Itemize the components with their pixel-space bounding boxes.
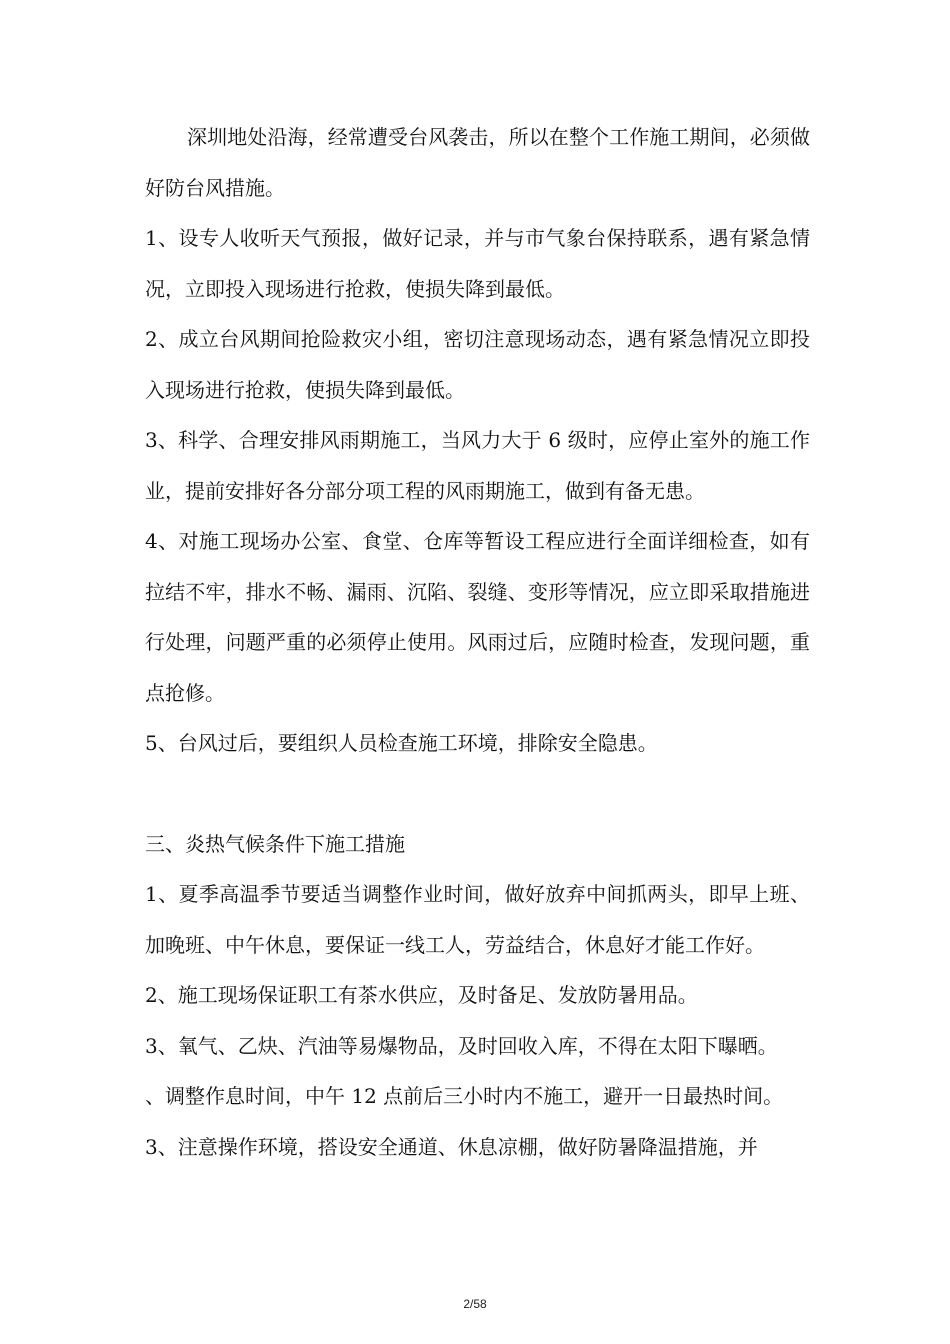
intro-paragraph: 深圳地处沿海，经常遭受台风袭击，所以在整个工作施工期间，必须做好防台风措施。 xyxy=(145,125,810,200)
heat-measure-2: 2、施工现场保证职工有茶水供应，及时备足、发放防暑用品。 xyxy=(145,983,698,1007)
section-heading: 三、炎热气候条件下施工措施 xyxy=(145,831,405,856)
heat-measure-1: 1、夏季高温季节要适当调整作业时间，做好放弃中间抓两头，即早上班、加晚班、中午休息，要保证一线工人，劳益结合，休息好才能工作好。 xyxy=(145,882,810,957)
typhoon-measure-3: 3、科学、合理安排风雨期施工，当风力大于 6 级时，应停止室外的施工作业，提前安排好各分部分项工程的风雨期施工，做到有备无患。 xyxy=(145,428,810,503)
typhoon-measure-2: 2、成立台风期间抢险救灾小组，密切注意现场动态，遇有紧急情况立即投入现场进行抢救，使损失降到最低。 xyxy=(145,327,810,402)
page-number: 2/58 xyxy=(463,1297,487,1311)
typhoon-measure-1: 1、设专人收听天气预报，做好记录，并与市气象台保持联系，遇有紧急情况，立即投入现场进行抢救，使损失降到最低。 xyxy=(145,226,810,301)
heat-measure-5: 3、注意操作环境，搭设安全通道、休息凉棚，做好防暑降温措施，并 xyxy=(145,1134,758,1159)
heat-measure-4: 、调整作息时间，中午 12 点前后三小时内不施工，避开一日最热时间。 xyxy=(145,1084,784,1108)
heat-measure-3: 3、氧气、乙炔、汽油等易爆物品，及时回收入库，不得在太阳下曝晒。 xyxy=(145,1033,778,1058)
document-body xyxy=(145,112,810,1172)
typhoon-measure-5: 5、台风过后，要组织人员检查施工环境，排除安全隐患。 xyxy=(145,731,658,755)
typhoon-measure-4: 4、对施工现场办公室、食堂、仓库等暂设工程应进行全面详细检查，如有拉结不牢，排水不畅、漏雨、沉陷、裂缝、变形等情况，应立即采取措施进行处理，问题严重的必须停止使用。风雨过后，应随时检查，发现问题，重点抢修。 xyxy=(145,529,810,705)
